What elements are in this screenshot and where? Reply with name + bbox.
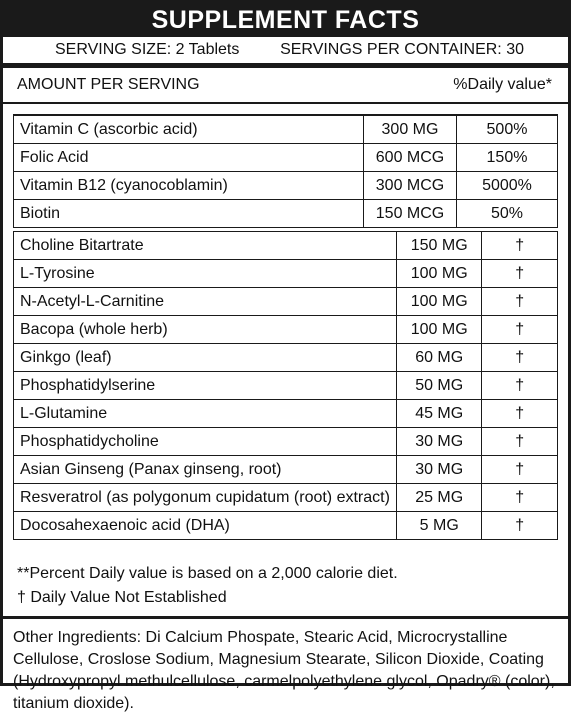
ingredient-amount: 100 MG <box>396 260 482 288</box>
ingredient-name: Choline Bitartrate <box>14 232 397 260</box>
serving-info <box>3 37 568 68</box>
ingredient-name: L-Glutamine <box>14 400 397 428</box>
ingredient-amount: 60 MG <box>396 344 482 372</box>
ingredient-amount: 45 MG <box>396 400 482 428</box>
ingredient-amount: 100 MG <box>396 288 482 316</box>
ingredient-amount: 150 MG <box>396 232 482 260</box>
ingredient-name: Phosphatidylserine <box>14 372 397 400</box>
ingredient-name: Phosphatidycholine <box>14 428 397 456</box>
ingredient-name: Vitamin C (ascorbic acid) <box>14 115 364 144</box>
ingredient-row <box>14 232 558 260</box>
ingredient-row <box>14 400 558 428</box>
ingredient-daily-value: † <box>482 428 558 456</box>
ingredient-amount: 300 MG <box>364 115 457 144</box>
vitamins-table <box>13 114 558 228</box>
ingredient-name: Docosahexaenoic acid (DHA) <box>14 512 397 540</box>
ingredient-row <box>14 260 558 288</box>
ingredient-row <box>14 484 558 512</box>
ingredient-row <box>14 316 558 344</box>
ingredient-amount: 50 MG <box>396 372 482 400</box>
amount-per-serving-label: AMOUNT PER SERVING <box>17 76 200 93</box>
ingredient-amount: 30 MG <box>396 428 482 456</box>
ingredient-daily-value: † <box>482 344 558 372</box>
amount-header <box>3 68 568 104</box>
other-ingredients: Other Ingredients: Di Calcium Phospate, Stearic Acid, Microcrystalline Cellulose, Croslose Sodium, Magnesium Stearate, Silicon Dioxide, Coating (Hydroxypropyl methulcellulose, carmelpolyethylene glycol, Opadry® (color), titanium dioxide). <box>13 629 555 712</box>
ingredient-daily-value: † <box>482 512 558 540</box>
ingredient-daily-value: † <box>482 372 558 400</box>
servings-per-container: SERVINGS PER CONTAINER: 30 <box>280 41 524 58</box>
ingredient-name: Folic Acid <box>14 144 364 172</box>
ingredient-name: Asian Ginseng (Panax ginseng, root) <box>14 456 397 484</box>
ingredient-daily-value: † <box>482 400 558 428</box>
percent-daily-note: **Percent Daily value is based on a 2,000 calorie diet. <box>17 565 398 582</box>
serving-size: SERVING SIZE: 2 Tablets <box>55 41 240 58</box>
facts-tables <box>3 104 568 540</box>
ingredient-amount: 30 MG <box>396 456 482 484</box>
ingredient-amount: 600 MCG <box>364 144 457 172</box>
ingredient-daily-value: † <box>482 484 558 512</box>
ingredient-row <box>14 372 558 400</box>
ingredient-daily-value: 50% <box>457 200 558 228</box>
ingredient-name: Resveratrol (as polygonum cupidatum (root) extract) <box>14 484 397 512</box>
ingredient-amount: 100 MG <box>396 316 482 344</box>
ingredient-daily-value: † <box>482 232 558 260</box>
vitamin-row <box>14 200 558 228</box>
ingredient-name: Ginkgo (leaf) <box>14 344 397 372</box>
ingredient-name: Biotin <box>14 200 364 228</box>
ingredient-name: Vitamin B12 (cyanocoblamin) <box>14 172 364 200</box>
ingredient-amount: 150 MCG <box>364 200 457 228</box>
ingredient-daily-value: † <box>482 316 558 344</box>
ingredient-daily-value: 150% <box>457 144 558 172</box>
vitamin-row <box>14 115 558 144</box>
ingredient-name: L-Tyrosine <box>14 260 397 288</box>
footnotes <box>3 550 568 619</box>
dagger-note: † Daily Value Not Established <box>17 589 227 606</box>
ingredient-name: N-Acetyl-L-Carnitine <box>14 288 397 316</box>
ingredient-daily-value: † <box>482 288 558 316</box>
ingredient-row <box>14 344 558 372</box>
ingredient-row <box>14 456 558 484</box>
vitamin-row <box>14 172 558 200</box>
ingredient-amount: 300 MCG <box>364 172 457 200</box>
ingredient-row <box>14 428 558 456</box>
ingredient-daily-value: † <box>482 456 558 484</box>
daily-value-header: %Daily value* <box>453 76 552 93</box>
ingredient-daily-value: 500% <box>457 115 558 144</box>
label-title: SUPPLEMENT FACTS <box>3 3 568 37</box>
vitamin-row <box>14 144 558 172</box>
ingredient-daily-value: 5000% <box>457 172 558 200</box>
ingredient-row <box>14 288 558 316</box>
ingredient-amount: 5 MG <box>396 512 482 540</box>
ingredients-table <box>13 231 558 540</box>
ingredient-amount: 25 MG <box>396 484 482 512</box>
ingredient-daily-value: † <box>482 260 558 288</box>
ingredient-name: Bacopa (whole herb) <box>14 316 397 344</box>
ingredient-row <box>14 512 558 540</box>
